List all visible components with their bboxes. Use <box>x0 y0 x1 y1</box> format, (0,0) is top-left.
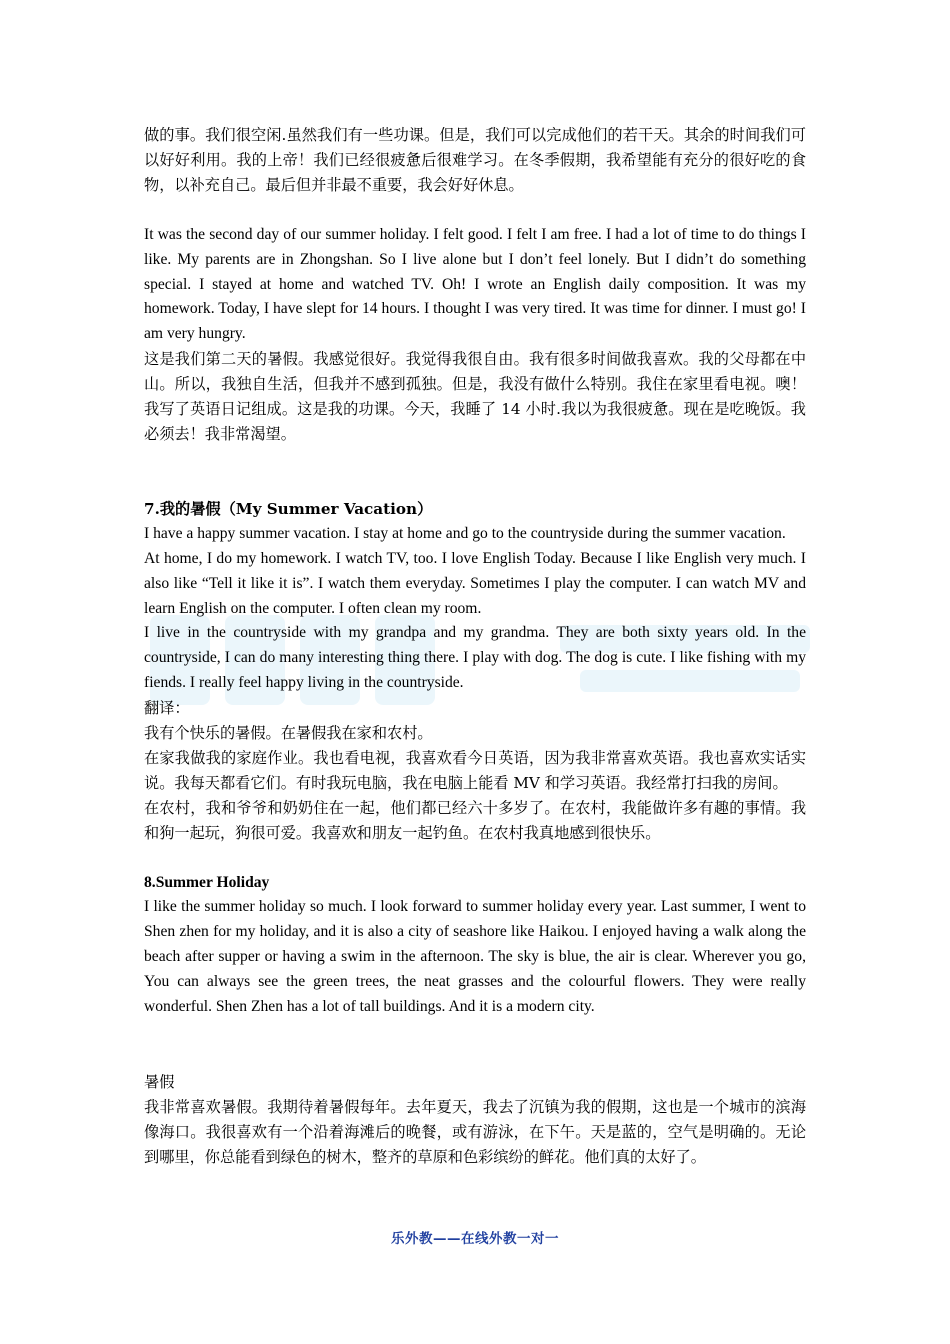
paragraph-vacation-intro-translation: 我有个快乐的暑假。在暑假我在家和农村。 <box>144 724 433 743</box>
paragraph-vacation-home-translation: 在家我做我的家庭作业。我也看电视，我喜欢看今日英语，因为我非常喜欢英语。我也喜欢实话实说。我每天都看它们。有时我玩电脑，我在电脑上能看 MV 和学习英语。我经常打扫我的房间。 <box>144 748 806 792</box>
paragraph-summer-holiday-translation: 我非常喜欢暑假。我期待着暑假每年。去年夏天，我去了沉镇为我的假期，这也是一个城市的滨海像海口。我很喜欢有一个沿着海滩后的晚餐，或有游泳，在下午。天是蓝的，空气是明确的。无论到哪里，你总能看到绿色的树木，整齐的草原和色彩缤纷的鲜花。他们真的太好了。 <box>144 1097 806 1166</box>
heading-summer-holiday: 8.Summer Holiday <box>144 873 270 891</box>
paragraph-winter-holiday-translation: 做的事。我们很空闲.虽然我们有一些功课。但是，我们可以完成他们的若干天。其余的时间我们可以好好利用。我的上帝！我们已经很疲惫后很难学习。在冬季假期，我希望能有充分的很好吃的食物，以补充自己。最后但并非最不重要，我会好好休息。 <box>144 126 806 194</box>
document-body <box>144 123 806 1170</box>
paragraph-vacation-intro: I have a happy summer vacation. I stay at home and go to the countryside during the summer vacation. <box>144 524 786 542</box>
translation-label: 翻译： <box>144 699 190 718</box>
heading-my-summer-vacation: 7.我的暑假（My Summer Vacation） <box>144 499 433 518</box>
paragraph-vacation-countryside-translation: 在农村，我和爷爷和奶奶住在一起，他们都已经六十多岁了。在农村，我能做许多有趣的事情。我和狗一起玩，狗很可爱。我喜欢和朋友一起钓鱼。在农村我真地感到很快乐。 <box>144 798 806 842</box>
page-footer: 乐外教——在线外教一对一 <box>391 1231 559 1247</box>
paragraph-vacation-home: At home, I do my homework. I watch TV, too. I love English Today. Because I like English very much. I also like “Tell it like it is”. I watch them everyday. Sometimes I play the computer. I can watch MV and learn English on the computer. I often clean my room. <box>144 549 806 617</box>
paragraph-summer-holiday-english: I like the summer holiday so much. I look forward to summer holiday every year. Last summer, I went to Shen zhen for my holiday, and it is also a city of seashore like Haikou. I enjoyed having a walk along the beach after supper or having a swim in the afternoon. The sky is blue, the air is clear. Wherever you go, You can always see the green trees, the neat grasses and the colourful flowers. They were really wonderful. Shen Zhen has a lot of tall buildings. And it is a modern city. <box>144 898 806 1016</box>
paragraph-vacation-countryside: I live in the countryside with my grandpa and my grandma. They are both sixty years old. In the countryside, I can do many interesting thing there. I play with dog. The dog is cute. I like fishing with my fiends. I really feel happy living in the countryside. <box>144 624 806 692</box>
translation-title: 暑假 <box>144 1073 175 1091</box>
paragraph-second-day-english: It was the second day of our summer holiday. I felt good. I felt I am free. I had a lot of time to do things I like. My parents are in Zhongshan. So I live alone but I don’t feel lonely. But I didn’t do something special. I stayed at home and watched TV. Oh! I wrote an English daily composition. It was my homework. Today, I have slept for 14 hours. I thought I was very tired. It was time for dinner. I must go! I am very hungry. <box>144 225 806 343</box>
paragraph-second-day-translation: 这是我们第二天的暑假。我感觉很好。我觉得我很自由。我有很多时间做我喜欢。我的父母都在中山。所以，我独自生活，但我并不感到孤独。但是，我没有做什么特别。我住在家里看电视。噢！我写了英语日记组成。这是我的功课。今天，我睡了 14 小时.我以为我很疲惫。现在是吃晚饭。我必须去！我非常渴望。 <box>144 350 806 443</box>
